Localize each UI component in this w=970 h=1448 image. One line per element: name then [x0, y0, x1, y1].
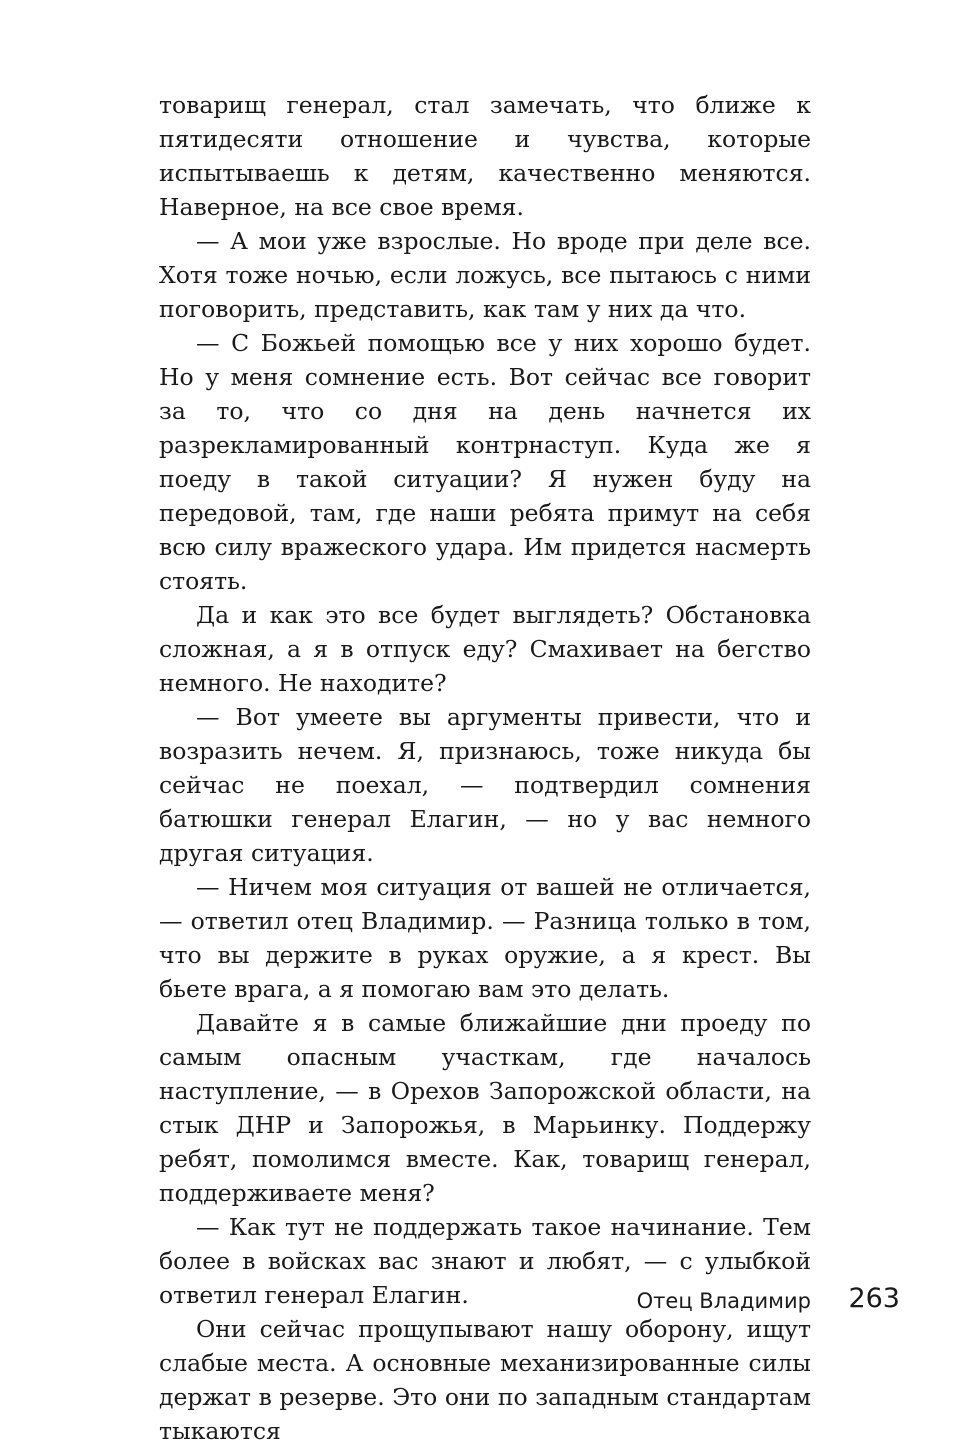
paragraph: Да и как это все будет выглядеть? Обстановка сложная, а я в отпуск еду? Смахивает на бегство немного. Не находите? — [159, 601, 811, 697]
paragraph: Они сейчас прощупывают нашу оборону, ищут слабые места. А основные механизированные силы держат в резерве. Это они по западным стандартам тыкаются — [159, 1315, 811, 1445]
running-footer-title: Отец Владимир — [636, 1289, 811, 1313]
paragraph: Давайте я в самые ближайшие дни проеду по самым опасным участкам, где началось наступление, — в Орехов Запорожской области, на стык ДНР и Запорожья, в Марьинку. Поддержу ребят, помолимся вместе. Как, товарищ генерал, поддерживаете меня? — [159, 1009, 811, 1207]
paragraph: — Как тут не поддержать такое начинание. Тем более в войсках вас знают и любят, — с улыбкой ответил генерал Елагин. — [159, 1213, 811, 1309]
page-number: 263 — [848, 1283, 900, 1314]
page-body-text — [159, 88, 811, 1448]
paragraph: — А мои уже взрослые. Но вроде при деле все. Хотя тоже ночью, если ложусь, все пытаюсь с ними поговорить, представить, как там у них да что. — [159, 227, 811, 323]
paragraph: товарищ генерал, стал замечать, что ближе к пятидесяти отношение и чувства, которые испытываешь к детям, качественно меняются. Наверное, на все свое время. — [159, 91, 811, 221]
paragraph: — Ничем моя ситуация от вашей не отличается, — ответил отец Владимир. — Разница только в том, что вы держите в руках оружие, а я крест. Вы бьете врага, а я помогаю вам это делать. — [159, 873, 811, 1003]
paragraph: — Вот умеете вы аргументы привести, что и возразить нечем. Я, признаюсь, тоже никуда бы сейчас не поехал, — подтвердил сомнения батюшки генерал Елагин, — но у вас немного другая ситуация. — [159, 703, 811, 867]
paragraph: — С Божьей помощью все у них хорошо будет. Но у меня сомнение есть. Вот сейчас все говорит за то, что со дня на день начнется их разрекламированный контрнаступ. Куда же я поеду в такой ситуации? Я нужен буду на передовой, там, где наши ребята примут на себя всю силу вражеского удара. Им придется насмерть стоять. — [159, 329, 811, 595]
